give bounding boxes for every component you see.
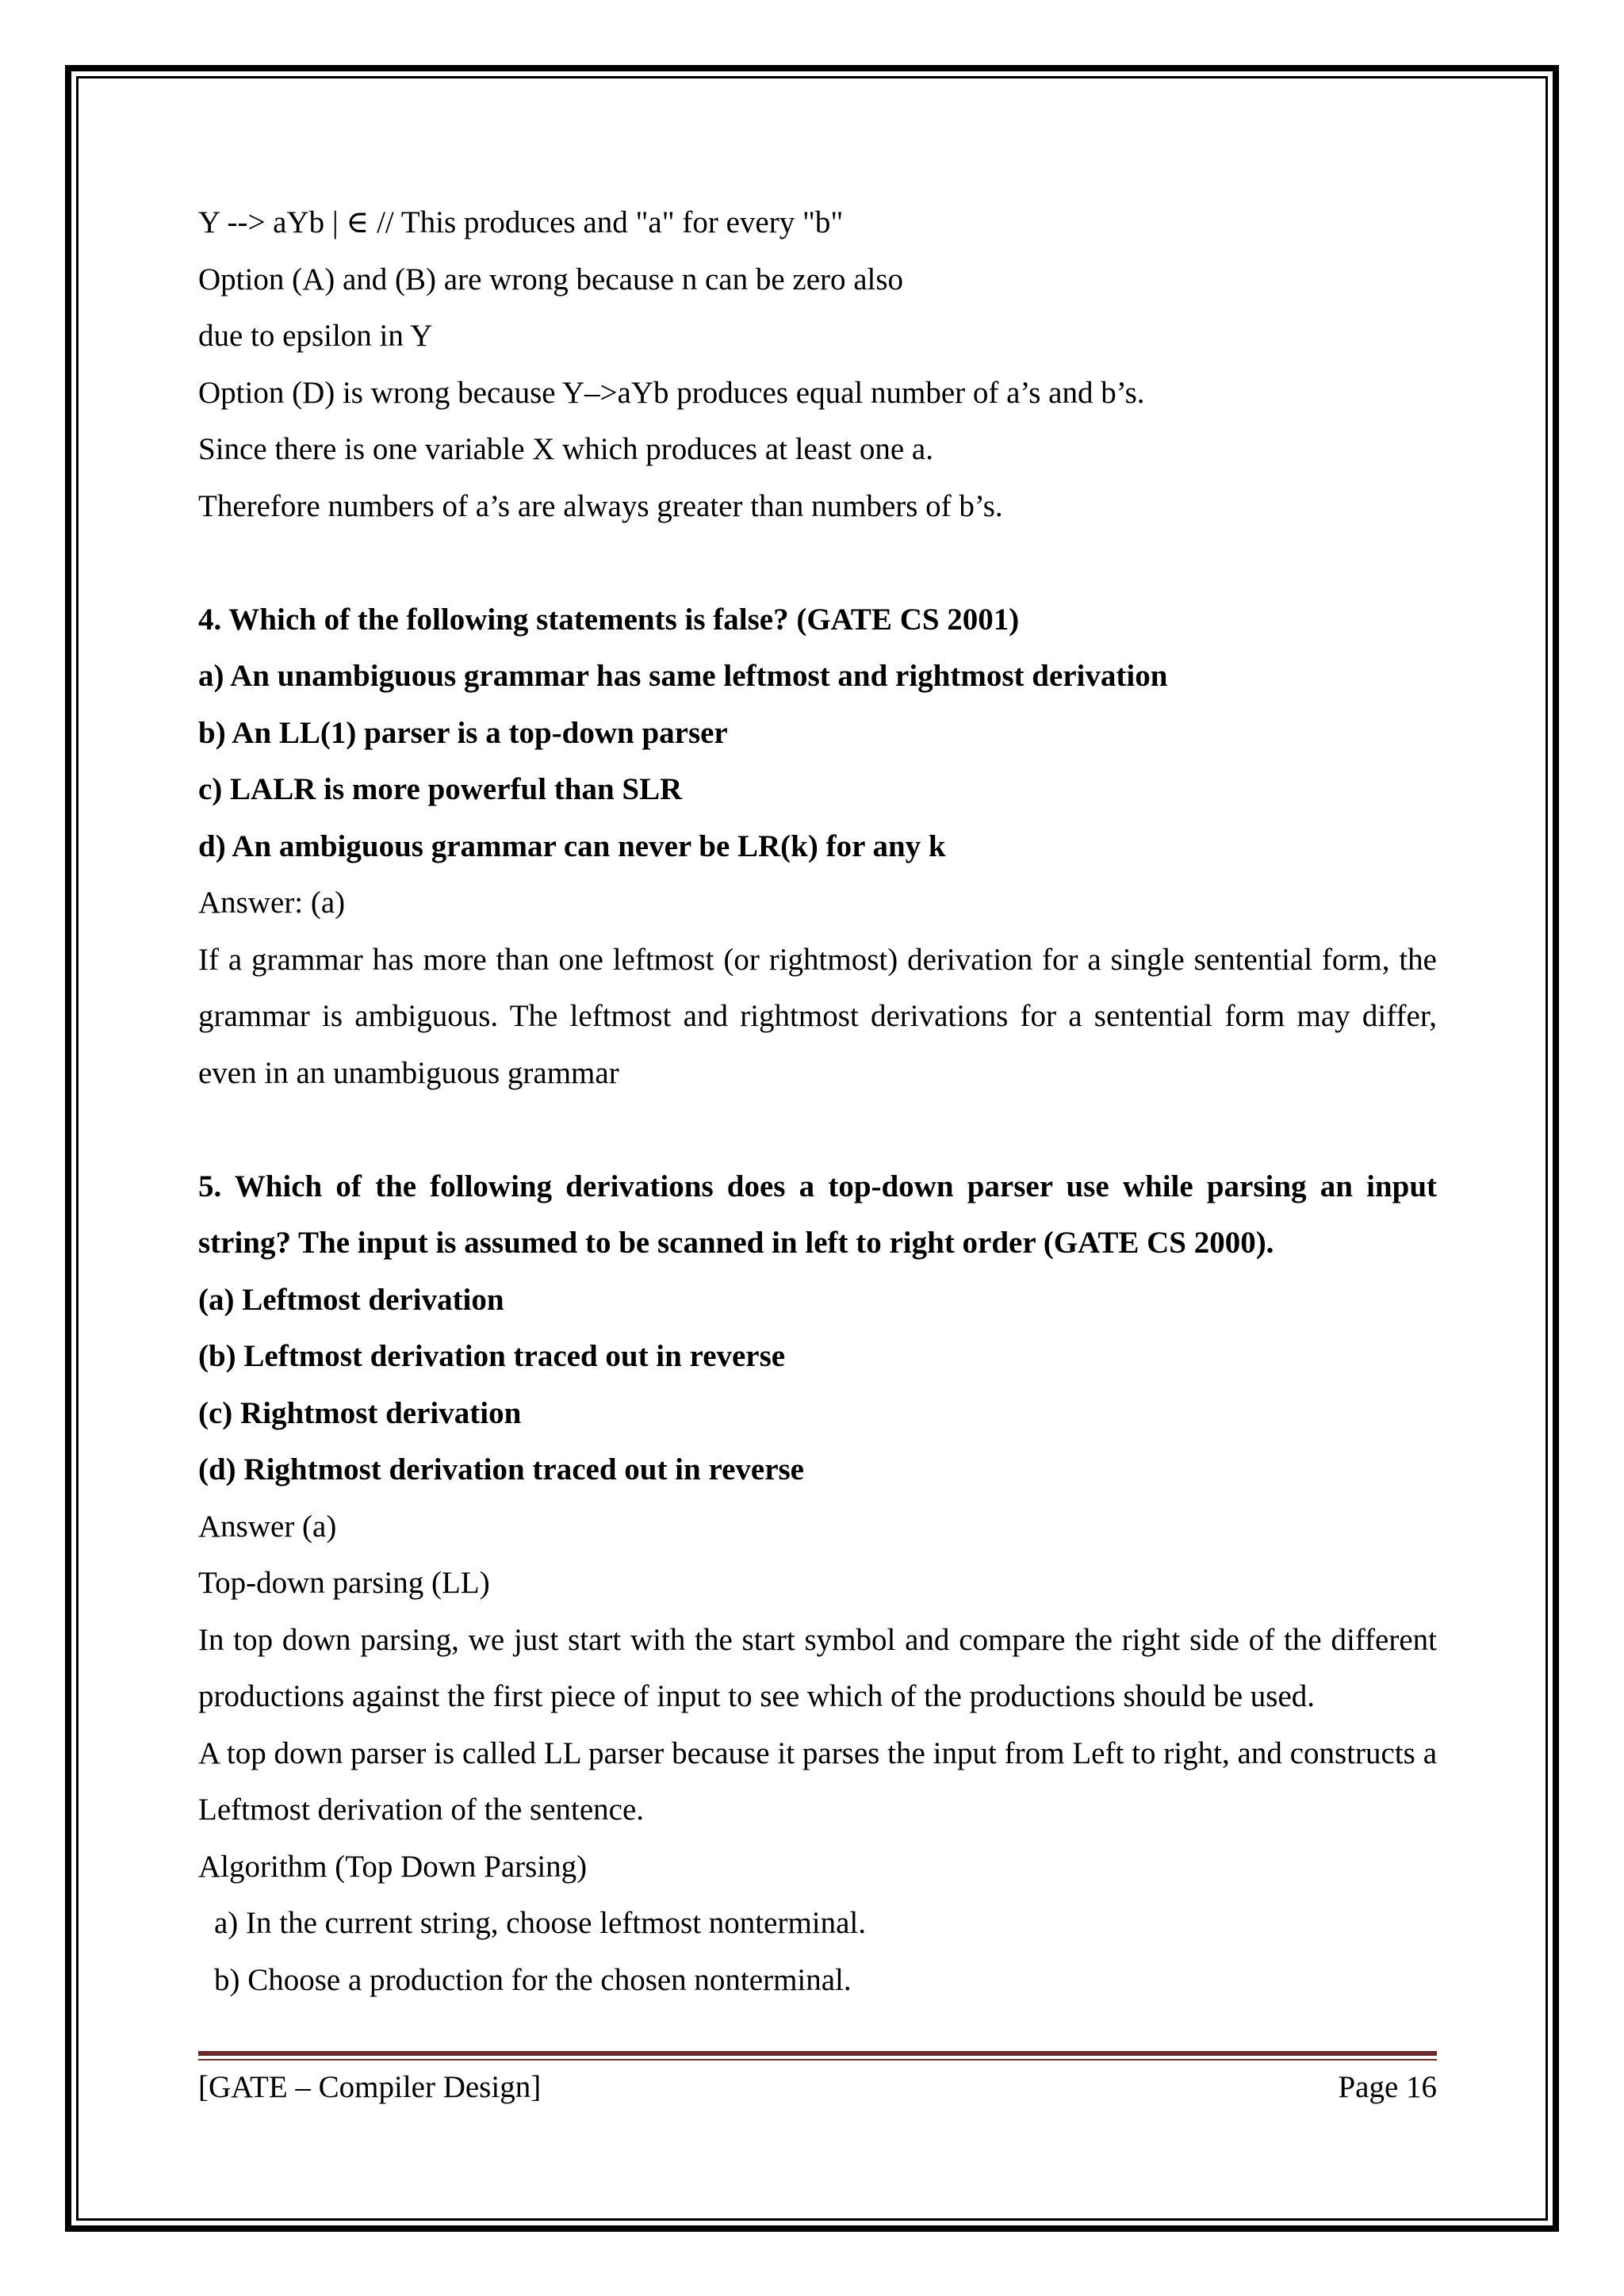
q5-option-c: (c) Rightmost derivation <box>198 1395 522 1430</box>
footer-rule-thin <box>198 2059 1437 2061</box>
text-line: Option (A) and (B) are wrong because n can be zero also <box>198 262 904 297</box>
footer-title: [GATE – Compiler Design] <box>198 2070 542 2104</box>
algorithm-title: Algorithm (Top Down Parsing) <box>198 1849 588 1884</box>
q5-paragraph-2: A top down parser is called LL parser because it parses the input from Left to right, and constructs a Leftmost derivation of the sentence. <box>198 1735 1437 1827</box>
q5-option-b: (b) Leftmost derivation traced out in reverse <box>198 1339 786 1373</box>
q5-option-a: (a) Leftmost derivation <box>198 1282 504 1317</box>
q5-answer: Answer (a) <box>198 1509 337 1544</box>
q4-option-c: c) LALR is more powerful than SLR <box>198 772 683 806</box>
page-footer <box>198 2065 1437 2110</box>
question-4: 4. Which of the following statements is false? (GATE CS 2001) <box>198 602 1020 637</box>
footer-rule <box>198 2051 1437 2056</box>
spacer <box>198 534 1437 591</box>
q4-answer: Answer: (a) <box>198 886 346 920</box>
text-line: Y --> aYb | ∈ // This produces and "a" for every "b" <box>198 205 844 239</box>
q4-explanation: If a grammar has more than one leftmost (or rightmost) derivation for a single sentential form, the grammar is ambiguous. The leftmost and rightmost derivations for a sentential form may differ, even in an unambiguous grammar <box>198 942 1437 1090</box>
page-number: Page 16 <box>1338 2070 1437 2104</box>
text-line: Since there is one variable X which produces at least one a. <box>198 432 933 466</box>
question-5: 5. Which of the following derivations does a top-down parser use while parsing an input string? The input is assumed to be scanned in left to right order (GATE CS 2000). <box>198 1169 1437 1260</box>
text-line: due to epsilon in Y <box>198 319 433 353</box>
q4-option-a: a) An unambiguous grammar has same leftmost and rightmost derivation <box>198 659 1168 693</box>
algorithm-step-a: a) In the current string, choose leftmost nonterminal. <box>214 1906 867 1940</box>
text-line: Option (D) is wrong because Y–>aYb produces equal number of a’s and b’s. <box>198 375 1145 410</box>
algorithm-step-b: b) Choose a production for the chosen nonterminal. <box>214 1962 852 1997</box>
q5-paragraph-1: In top down parsing, we just start with the start symbol and compare the right side of the different productions against the first piece of input to see which of the productions should be used. <box>198 1622 1437 1713</box>
page-content <box>198 194 1437 2008</box>
text-line: Therefore numbers of a’s are always greater than numbers of b’s. <box>198 488 1003 523</box>
q5-option-d: (d) Rightmost derivation traced out in reverse <box>198 1452 804 1487</box>
spacer <box>198 1101 1437 1158</box>
q4-option-b: b) An LL(1) parser is a top-down parser <box>198 715 728 750</box>
q4-option-d: d) An ambiguous grammar can never be LR(k) for any k <box>198 828 946 863</box>
q5-heading: Top-down parsing (LL) <box>198 1566 490 1600</box>
